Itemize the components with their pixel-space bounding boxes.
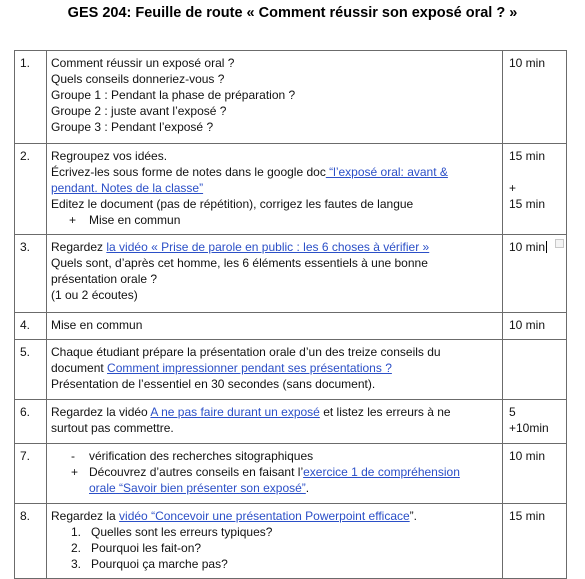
row-duration: 15 min — [509, 197, 546, 211]
row-text: document — [51, 361, 108, 375]
list-item: Pourquoi ça marche pas? — [91, 557, 228, 571]
video-powerpoint-link[interactable]: vidéo “Concevoir une présentation Powerpoint efficace — [119, 509, 410, 523]
table-row — [15, 400, 567, 444]
bullet-plus: + — [69, 213, 77, 227]
table-row — [15, 144, 567, 235]
row-text: Écrivez-les sous forme de notes dans le google doc — [51, 165, 326, 179]
impress-presentations-link[interactable]: Comment impressionner pendant ses présentations ? — [107, 361, 392, 375]
table-row — [15, 235, 567, 313]
row-text: Regardez la vidéo — [51, 405, 151, 419]
text-cursor — [546, 241, 547, 253]
exercise-link-cont[interactable]: orale “Savoir bien présenter son exposé” — [89, 481, 306, 495]
row-text-line: surtout pas commettre. — [51, 421, 174, 435]
row-text-line: Quels sont, d’après cet homme, les 6 éléments essentiels à une bonne — [51, 256, 428, 270]
row-text-line: Groupe 1 : Pendant la phase de préparation ? — [51, 88, 296, 102]
row-text: vérification des recherches sitographiques — [89, 449, 314, 463]
exercise-link[interactable]: exercice 1 de compréhension — [303, 465, 460, 479]
row-text-line: présentation orale ? — [51, 272, 158, 286]
row-text: Regardez la — [51, 509, 120, 523]
row-text: ”. — [409, 509, 418, 523]
row-duration: 15 min — [509, 509, 546, 523]
row-duration: 5 — [509, 405, 516, 419]
row-text-line: Quels conseils donneriez-vous ? — [51, 72, 225, 86]
list-number: 1. — [71, 525, 82, 539]
row-duration: 10 min — [509, 240, 546, 254]
row-text-line: Mise en commun — [51, 318, 143, 332]
list-item: Quelles sont les erreurs typiques? — [91, 525, 273, 539]
row-text: Regardez — [51, 240, 107, 254]
class-notes-doc-link-cont[interactable]: pendant. Notes de la classe” — [51, 181, 204, 195]
table-row — [15, 504, 567, 579]
row-text-line: (1 ou 2 écoutes) — [51, 288, 138, 302]
row-duration-plus: + — [509, 181, 517, 195]
video-mistakes-link[interactable]: A ne pas faire durant un exposé — [150, 405, 320, 419]
row-number: 4. — [20, 318, 31, 332]
document-title: GES 204: Feuille de route « Comment réussir son exposé oral ? » — [67, 5, 518, 21]
table-row — [15, 340, 567, 400]
list-number: 3. — [71, 557, 82, 571]
row-number: 8. — [20, 509, 31, 523]
row-text: Découvrez d’autres conseils en faisant l’ — [89, 465, 304, 479]
row-duration: 15 min — [509, 149, 546, 163]
row-number: 6. — [20, 405, 31, 419]
row-duration: +10min — [509, 421, 549, 435]
list-number: 2. — [71, 541, 82, 555]
row-text: Mise en commun — [89, 213, 181, 227]
list-item: Pourquoi les fait-on? — [91, 541, 202, 555]
row-text-line: Groupe 2 : juste avant l’exposé ? — [51, 104, 227, 118]
row-duration: 10 min — [509, 449, 546, 463]
row-duration: 10 min — [509, 56, 546, 70]
bullet-plus: + — [71, 465, 79, 479]
bullet-dash: - — [71, 449, 75, 463]
row-number: 1. — [20, 56, 31, 70]
row-text-line: Comment réussir un exposé oral ? — [51, 56, 235, 70]
row-text-line: Editez le document (pas de répétition), corrigez les fautes de langue — [51, 197, 414, 211]
table-row — [15, 444, 567, 504]
row-text-line: Présentation de l’essentiel en 30 secondes (sans document). — [51, 377, 376, 391]
table-row — [15, 51, 567, 144]
video-6-things-link[interactable]: la vidéo « Prise de parole en public : les 6 choses à vérifier » — [106, 240, 430, 254]
row-duration: 10 min — [509, 318, 546, 332]
class-notes-doc-link[interactable]: “l’exposé oral: avant & — [325, 165, 448, 179]
row-text: et listez les erreurs à ne — [319, 405, 451, 419]
row-text: . — [305, 481, 310, 495]
row-number: 3. — [20, 240, 31, 254]
table-row — [15, 313, 567, 340]
resize-handle-icon[interactable] — [555, 239, 564, 248]
row-text-line: Groupe 3 : Pendant l’exposé ? — [51, 120, 214, 134]
row-duration — [503, 340, 566, 344]
roadmap-table — [14, 50, 567, 579]
row-text-line: Regroupez vos idées. — [51, 149, 168, 163]
row-number: 2. — [20, 149, 31, 163]
row-text-line: Chaque étudiant prépare la présentation orale d’un des treize conseils du — [51, 345, 441, 359]
row-number: 5. — [20, 345, 31, 359]
row-number: 7. — [20, 449, 31, 463]
